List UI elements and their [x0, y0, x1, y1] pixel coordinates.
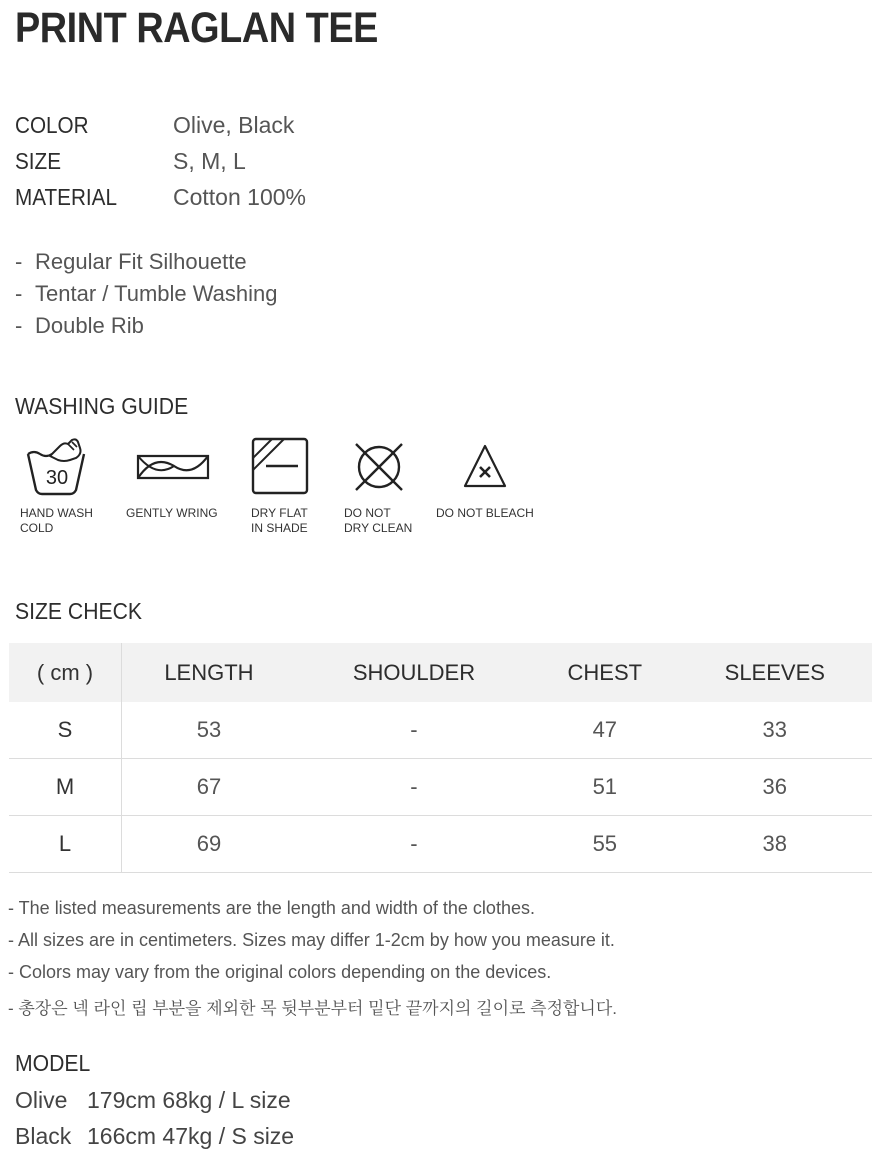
do-not-dry-clean-icon [352, 440, 406, 494]
note-text: - The listed measurements are the length and width of the clothes. [8, 898, 535, 918]
wash-label-bleach [436, 506, 534, 521]
chest-cell: 47 [532, 702, 678, 759]
wash-label-gently-wring [126, 506, 218, 521]
feature-dash: - [15, 313, 23, 338]
spec-row-material [15, 184, 306, 211]
size-table-header-row [9, 643, 872, 702]
chest-cell: 55 [532, 816, 678, 873]
size-table-header-unit: ( cm ) [9, 643, 122, 702]
model-row-olive [15, 1087, 291, 1114]
spec-value: Cotton 100% [173, 184, 306, 210]
sleeves-cell: 33 [678, 702, 872, 759]
wash-label-line: DO NOT BLEACH [436, 506, 534, 520]
do-not-bleach-icon [462, 442, 508, 490]
gently-wring-icon [134, 448, 212, 484]
table-row [9, 816, 872, 873]
size-cell: M [9, 759, 122, 816]
shoulder-cell: - [296, 759, 532, 816]
feature-text: Regular Fit Silhouette [35, 249, 247, 274]
wash-label-hand-wash [20, 506, 93, 536]
size-table-header-chest: CHEST [532, 643, 678, 702]
wash-label-line: COLD [20, 521, 54, 535]
wash-label-line: DRY FLAT [251, 506, 308, 520]
wash-label-line: GENTLY WRING [126, 506, 218, 520]
wash-label-line: DO NOT [344, 506, 391, 520]
wash-label-dry-flat [251, 506, 308, 536]
size-table [9, 643, 872, 873]
table-row [9, 702, 872, 759]
chest-cell: 51 [532, 759, 678, 816]
spec-value: S, M, L [173, 148, 246, 174]
feature-dash: - [15, 281, 23, 306]
size-table-header-shoulder: SHOULDER [296, 643, 532, 702]
size-check-heading: SIZE CHECK [15, 598, 142, 624]
spec-label: COLOR [15, 112, 89, 138]
feature-item [15, 313, 144, 339]
wash-label-dry-clean [344, 506, 412, 536]
length-cell: 67 [122, 759, 296, 816]
feature-dash: - [15, 249, 23, 274]
table-row [9, 759, 872, 816]
size-cell: S [9, 702, 122, 759]
feature-text: Double Rib [35, 313, 144, 338]
hand-wash-number: 30 [45, 467, 69, 489]
wash-label-line: HAND WASH [20, 506, 93, 520]
note-text: - Colors may vary from the original colors depending on the devices. [8, 962, 552, 982]
model-heading: MODEL [15, 1050, 91, 1076]
wash-label-line: IN SHADE [251, 521, 308, 535]
spec-row-size [15, 148, 246, 175]
spec-value: Olive, Black [173, 112, 295, 138]
size-table-header-sleeves: SLEEVES [678, 643, 872, 702]
spec-label: SIZE [15, 148, 62, 174]
sleeves-cell: 38 [678, 816, 872, 873]
product-title: PRINT RAGLAN TEE [15, 4, 378, 52]
size-cell: L [9, 816, 122, 873]
spec-label: MATERIAL [15, 184, 117, 210]
model-name: Black [15, 1123, 72, 1149]
sleeves-cell: 36 [678, 759, 872, 816]
washing-guide-heading: WASHING GUIDE [15, 393, 189, 419]
hand-wash-icon [24, 436, 88, 498]
feature-item [15, 281, 278, 307]
model-name: Olive [15, 1087, 68, 1113]
dry-flat-shade-icon [250, 436, 310, 496]
size-table-header-length: LENGTH [122, 643, 296, 702]
model-info: 179cm 68kg / L size [87, 1087, 291, 1113]
note-text: - All sizes are in centimeters. Sizes may differ 1-2cm by how you measure it. [8, 930, 615, 950]
shoulder-cell: - [296, 702, 532, 759]
model-info: 166cm 47kg / S size [87, 1123, 295, 1149]
length-cell: 53 [122, 702, 296, 759]
feature-text: Tentar / Tumble Washing [35, 281, 278, 306]
feature-item [15, 249, 247, 275]
spec-row-color [15, 112, 294, 139]
length-cell: 69 [122, 816, 296, 873]
note-text: - 총장은 넥 라인 립 부분을 제외한 목 뒷부분부터 밑단 끝까지의 길이로 측정합니다. [8, 999, 617, 1018]
shoulder-cell: - [296, 816, 532, 873]
model-row-black [15, 1123, 294, 1150]
wash-label-line: DRY CLEAN [344, 521, 413, 535]
